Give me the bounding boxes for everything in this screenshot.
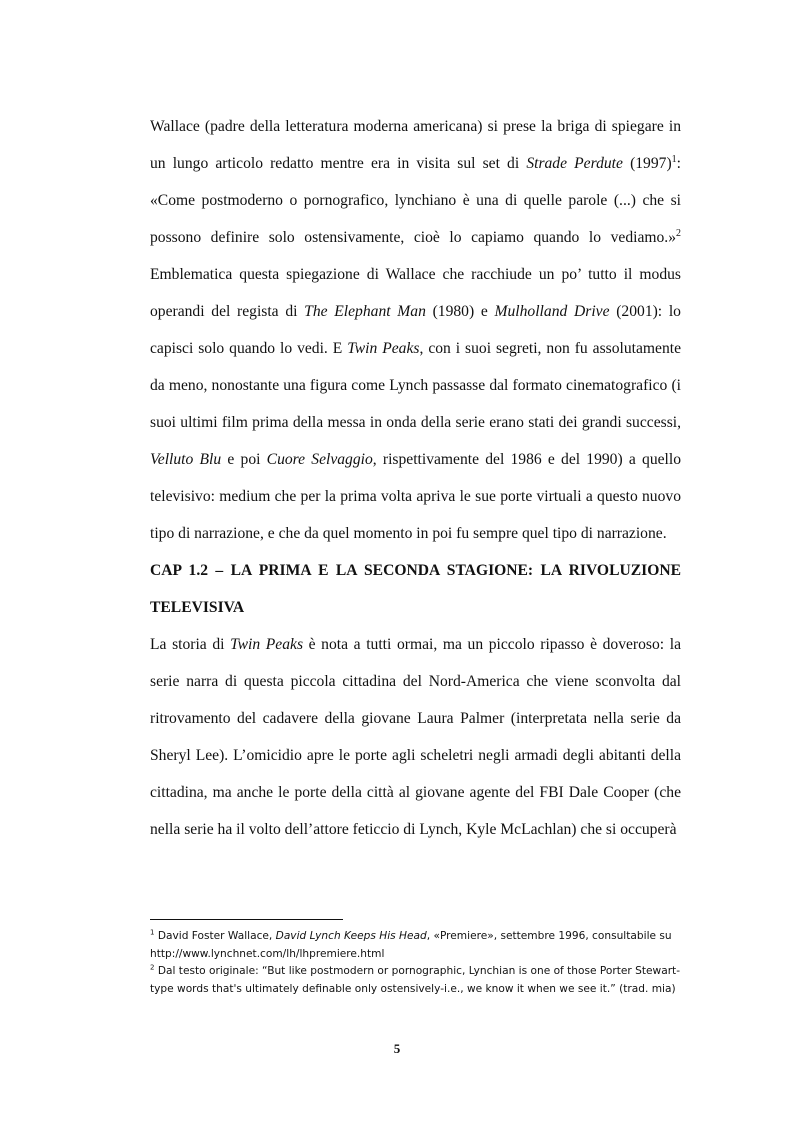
italic-title: Cuore Selvaggio <box>266 451 373 468</box>
page-number: 5 <box>393 1041 401 1056</box>
footnote-1 <box>150 928 681 963</box>
text-run: Wallace (padre della letteratura moderna americana) si prese la briga di spiegare in un lungo articolo redatto mentre era in visita sul set di <box>150 118 681 172</box>
section-heading-line-2: TELEVISIVA <box>150 599 245 616</box>
text-run: La storia di <box>150 636 231 653</box>
text-run: è nota a tutti ormai, ma un piccolo ripasso è doveroso: la serie narra di questa piccola cittadina del Nord-America che viene sconvolta dal ritrovamento del cadavere della giovane Laura Palmer (interpretata nella serie da Sheryl Lee). L’omicidio apre le porte agli scheletri negli armadi degli abitanti della cittadina, ma anche le porte della città al giovane agente del FBI Dale Cooper (che nella serie ha il volto dell’attore feticcio di Lynch, Kyle McLachlan) che si occuperà <box>150 636 681 838</box>
body-text <box>150 108 681 848</box>
footnote-separator <box>150 919 343 920</box>
text-run: (2001): lo capisci solo quando lo vedi. E <box>150 303 681 357</box>
italic-title: Twin Peaks <box>230 636 304 653</box>
text-run: (1980) e <box>425 303 495 320</box>
text-run: Dal testo originale: “But like postmodern or pornographic, Lynchian is one of those Porter Stewart-type words that's ultimately definable only ostensively-i.e., we know it when we see it.” (trad. mia) <box>150 965 681 995</box>
italic-title: Mulholland Drive <box>494 303 610 320</box>
footnote-ref-2[interactable]: 2 <box>676 227 681 239</box>
text-run: e poi <box>221 451 267 468</box>
paragraph-1 <box>150 108 681 552</box>
footnote-number: 2 <box>150 963 155 972</box>
italic-title: Twin Peaks <box>347 340 420 357</box>
text-run: , rispettivamente del 1986 e del 1990) a quello televisivo: medium che per la prima volta apriva le sue porte virtuali a questo nuovo tipo di narrazione, e che da quel momento in poi fu sempre quel tipo di narrazione. <box>150 451 681 542</box>
text-run: : «Come postmoderno o pornografico, lynchiano è una di quelle parole (...) che si possono definire solo ostensivamente, cioè lo capiamo quando lo vediamo.» <box>150 155 681 246</box>
italic-title: Velluto Blu <box>150 451 222 468</box>
footnote-number: 1 <box>150 928 155 937</box>
footnote-2 <box>150 963 681 998</box>
italic-title: Strade Perdute <box>526 155 623 172</box>
paragraph-2 <box>150 626 681 848</box>
section-heading-line-1: CAP 1.2 – LA PRIMA E LA SECONDA STAGIONE: LA RIVOLUZIONE <box>150 562 681 579</box>
section-heading <box>150 552 681 626</box>
footnote-ref-1[interactable]: 1 <box>671 153 677 165</box>
text-run: Emblematica questa spiegazione di Wallace che racchiude un po’ tutto il modus operandi del regista di <box>150 266 681 320</box>
text-run: , «Premiere», settembre 1996, consultabile su http://www.lynchnet.com/lh/lhpremiere.html <box>150 930 672 960</box>
text-run: David Foster Wallace, <box>154 930 276 942</box>
text-run: , con i suoi segreti, non fu assolutamente da meno, nonostante una figura come Lynch passasse dal formato cinematografico (i suoi ultimi film prima della messa in onda della serie erano stati dei grandi successi, <box>150 340 681 431</box>
italic-title: David Lynch Keeps His Head <box>275 930 427 942</box>
text-run: (1997) <box>622 155 672 172</box>
footnotes <box>150 928 681 998</box>
italic-title: The Elephant Man <box>304 303 426 320</box>
